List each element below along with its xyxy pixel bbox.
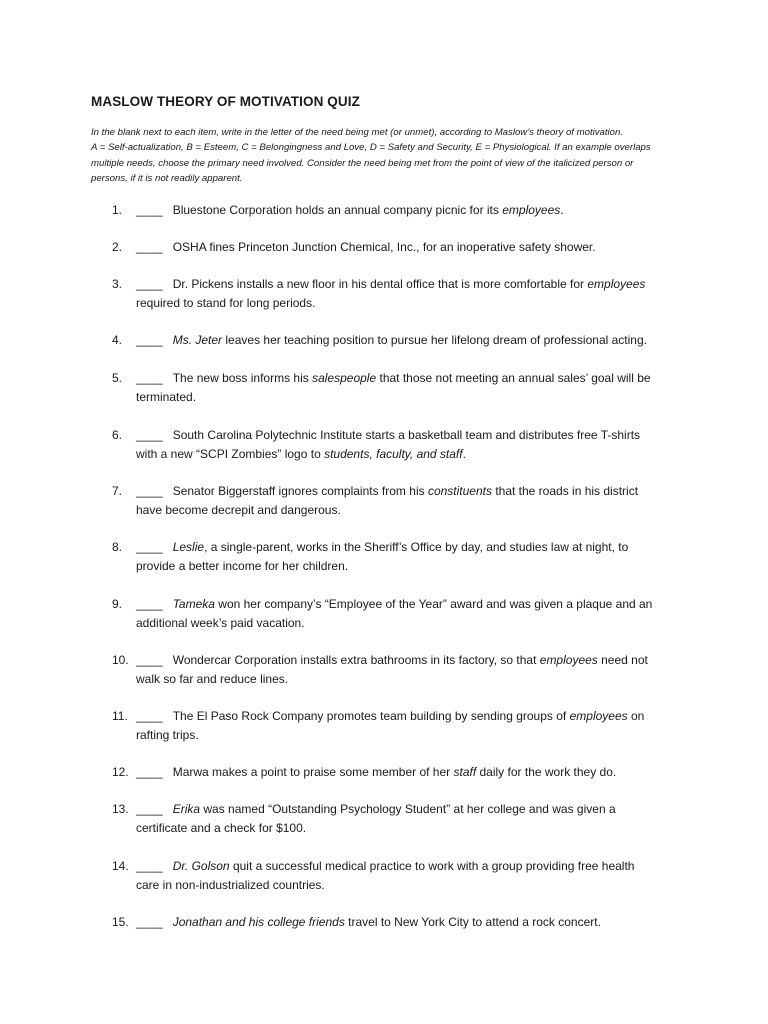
italic-text: employees bbox=[569, 709, 628, 723]
answer-blank[interactable]: ____ bbox=[136, 540, 163, 554]
question-text bbox=[136, 857, 681, 894]
question-number: 3. bbox=[112, 277, 123, 291]
question-fragment: have become decrepit and dangerous. bbox=[136, 502, 341, 517]
question-number: 13. bbox=[112, 802, 129, 816]
instructions-line: In the blank next to each item, write in the letter of the need being met (or unmet), according to Maslow’s theory of motivation. bbox=[91, 127, 624, 138]
answer-blank[interactable]: ____ bbox=[136, 484, 163, 498]
italic-text: constituents bbox=[427, 484, 492, 498]
question-fragment: Marwa makes a point to praise some member of her bbox=[172, 765, 454, 779]
question-fragment: walk so far and reduce lines. bbox=[136, 671, 289, 686]
answer-blank[interactable]: ____ bbox=[136, 802, 163, 816]
question-number: 5. bbox=[112, 371, 123, 385]
answer-blank[interactable]: ____ bbox=[136, 203, 163, 217]
answer-blank[interactable]: ____ bbox=[136, 428, 163, 442]
italic-text: Erika bbox=[172, 802, 201, 816]
answer-blank[interactable]: ____ bbox=[136, 653, 163, 667]
question-text bbox=[136, 201, 681, 220]
question-fragment: that the roads in his district bbox=[491, 484, 639, 498]
question-text bbox=[136, 482, 681, 519]
question-fragment: , a single-parent, works in the Sheriff’s Office by day, and studies law at night, to bbox=[204, 540, 629, 554]
question-fragment: need not bbox=[597, 653, 648, 667]
answer-blank[interactable]: ____ bbox=[136, 765, 163, 779]
italic-text: staff bbox=[453, 765, 477, 779]
question-fragment: South Carolina Polytechnic Institute starts a basketball team and distributes free T-shirts bbox=[172, 428, 641, 442]
question-number: 11. bbox=[112, 709, 128, 723]
question-fragment: Senator Biggerstaff ignores complaints from his bbox=[172, 484, 428, 498]
question-fragment: was named “Outstanding Psychology Student” at her college and was given a bbox=[200, 802, 616, 816]
question-fragment: . bbox=[462, 446, 466, 461]
question-fragment: The new boss informs his bbox=[172, 371, 313, 385]
question-text bbox=[136, 707, 681, 744]
question-fragment: Bluestone Corporation holds an annual company picnic for its bbox=[172, 203, 503, 217]
question-text bbox=[136, 538, 681, 575]
question-fragment: on bbox=[627, 709, 645, 723]
instructions bbox=[91, 125, 691, 187]
instructions-line: persons, if it is not readily apparent. bbox=[91, 173, 243, 185]
question-number: 15. bbox=[112, 915, 129, 929]
question-number: 14. bbox=[112, 859, 129, 873]
question-number: 1. bbox=[112, 203, 123, 217]
italic-text: Dr. Golson bbox=[172, 859, 230, 873]
question-text bbox=[136, 913, 681, 932]
question-number: 6. bbox=[112, 428, 123, 442]
question-fragment: required to stand for long periods. bbox=[136, 295, 316, 310]
italic-text: employees bbox=[539, 653, 598, 667]
question-fragment: that those not meeting an annual sales’ goal will be bbox=[376, 371, 651, 385]
question-text bbox=[136, 763, 681, 782]
italic-text: Jonathan and his college friends bbox=[172, 915, 345, 929]
question-fragment: quit a successful medical practice to work with a group providing free health bbox=[229, 859, 635, 873]
question-number: 10. bbox=[112, 653, 129, 667]
answer-blank[interactable]: ____ bbox=[136, 597, 163, 611]
question-text bbox=[136, 275, 681, 312]
answer-blank[interactable]: ____ bbox=[136, 859, 163, 873]
question-text bbox=[136, 800, 681, 837]
question-fragment: leaves her teaching position to pursue her lifelong dream of professional acting. bbox=[222, 333, 647, 347]
question-number: 9. bbox=[112, 597, 123, 611]
question-number: 12. bbox=[112, 765, 129, 779]
question-text bbox=[136, 238, 681, 257]
instructions-line: multiple needs, choose the primary need involved. Consider the need being met from the point of view of the italicized person or bbox=[91, 157, 634, 169]
question-text bbox=[136, 595, 681, 632]
answer-blank[interactable]: ____ bbox=[136, 277, 163, 291]
answer-blank[interactable]: ____ bbox=[136, 333, 163, 347]
question-fragment: certificate and a check for $100. bbox=[136, 820, 307, 835]
instructions-line: A = Self-actualization, B = Esteem, C = Belongingness and Love, D = Safety and Security, E = Physiological. If an example overlaps bbox=[91, 142, 651, 154]
question-fragment: terminated. bbox=[136, 389, 197, 404]
question-fragment: Wondercar Corporation installs extra bathrooms in its factory, so that bbox=[172, 653, 540, 667]
italic-text: Tameka bbox=[172, 597, 215, 611]
answer-blank[interactable]: ____ bbox=[136, 915, 163, 929]
question-number: 4. bbox=[112, 333, 123, 347]
question-fragment: Dr. Pickens installs a new floor in his dental office that is more comfortable for bbox=[172, 277, 588, 291]
italic-text: students, faculty, and staff bbox=[324, 446, 463, 461]
question-fragment: The El Paso Rock Company promotes team building by sending groups of bbox=[172, 709, 570, 723]
question-text bbox=[136, 331, 681, 350]
question-fragment: OSHA fines Princeton Junction Chemical, Inc., for an inoperative safety shower. bbox=[172, 240, 596, 254]
question-text bbox=[136, 426, 681, 463]
question-number: 7. bbox=[112, 484, 123, 498]
question-text bbox=[136, 651, 681, 688]
answer-blank[interactable]: ____ bbox=[136, 371, 163, 385]
italic-text: employees bbox=[502, 203, 561, 217]
question-number: 2. bbox=[112, 240, 123, 254]
answer-blank[interactable]: ____ bbox=[136, 709, 163, 723]
question-text bbox=[136, 369, 681, 406]
question-fragment: additional week’s paid vacation. bbox=[136, 615, 305, 630]
answer-blank[interactable]: ____ bbox=[136, 240, 163, 254]
italic-text: salespeople bbox=[312, 371, 377, 385]
question-fragment: with a new “SCPI Zombies” logo to bbox=[136, 446, 325, 461]
question-fragment: . bbox=[560, 203, 564, 217]
question-fragment: travel to New York City to attend a rock concert. bbox=[344, 915, 601, 929]
italic-text: employees bbox=[587, 277, 646, 291]
question-number: 8. bbox=[112, 540, 123, 554]
question-fragment: daily for the work they do. bbox=[476, 765, 617, 779]
italic-text: Ms. Jeter bbox=[172, 333, 223, 347]
italic-text: Leslie bbox=[172, 540, 205, 554]
question-fragment: care in non-industrialized countries. bbox=[136, 877, 325, 892]
page-title: MASLOW THEORY OF MOTIVATION QUIZ bbox=[91, 94, 360, 109]
question-fragment: provide a better income for her children. bbox=[136, 558, 349, 573]
question-fragment: rafting trips. bbox=[136, 727, 199, 742]
question-fragment: won her company’s “Employee of the Year” award and was given a plaque and an bbox=[214, 597, 653, 611]
